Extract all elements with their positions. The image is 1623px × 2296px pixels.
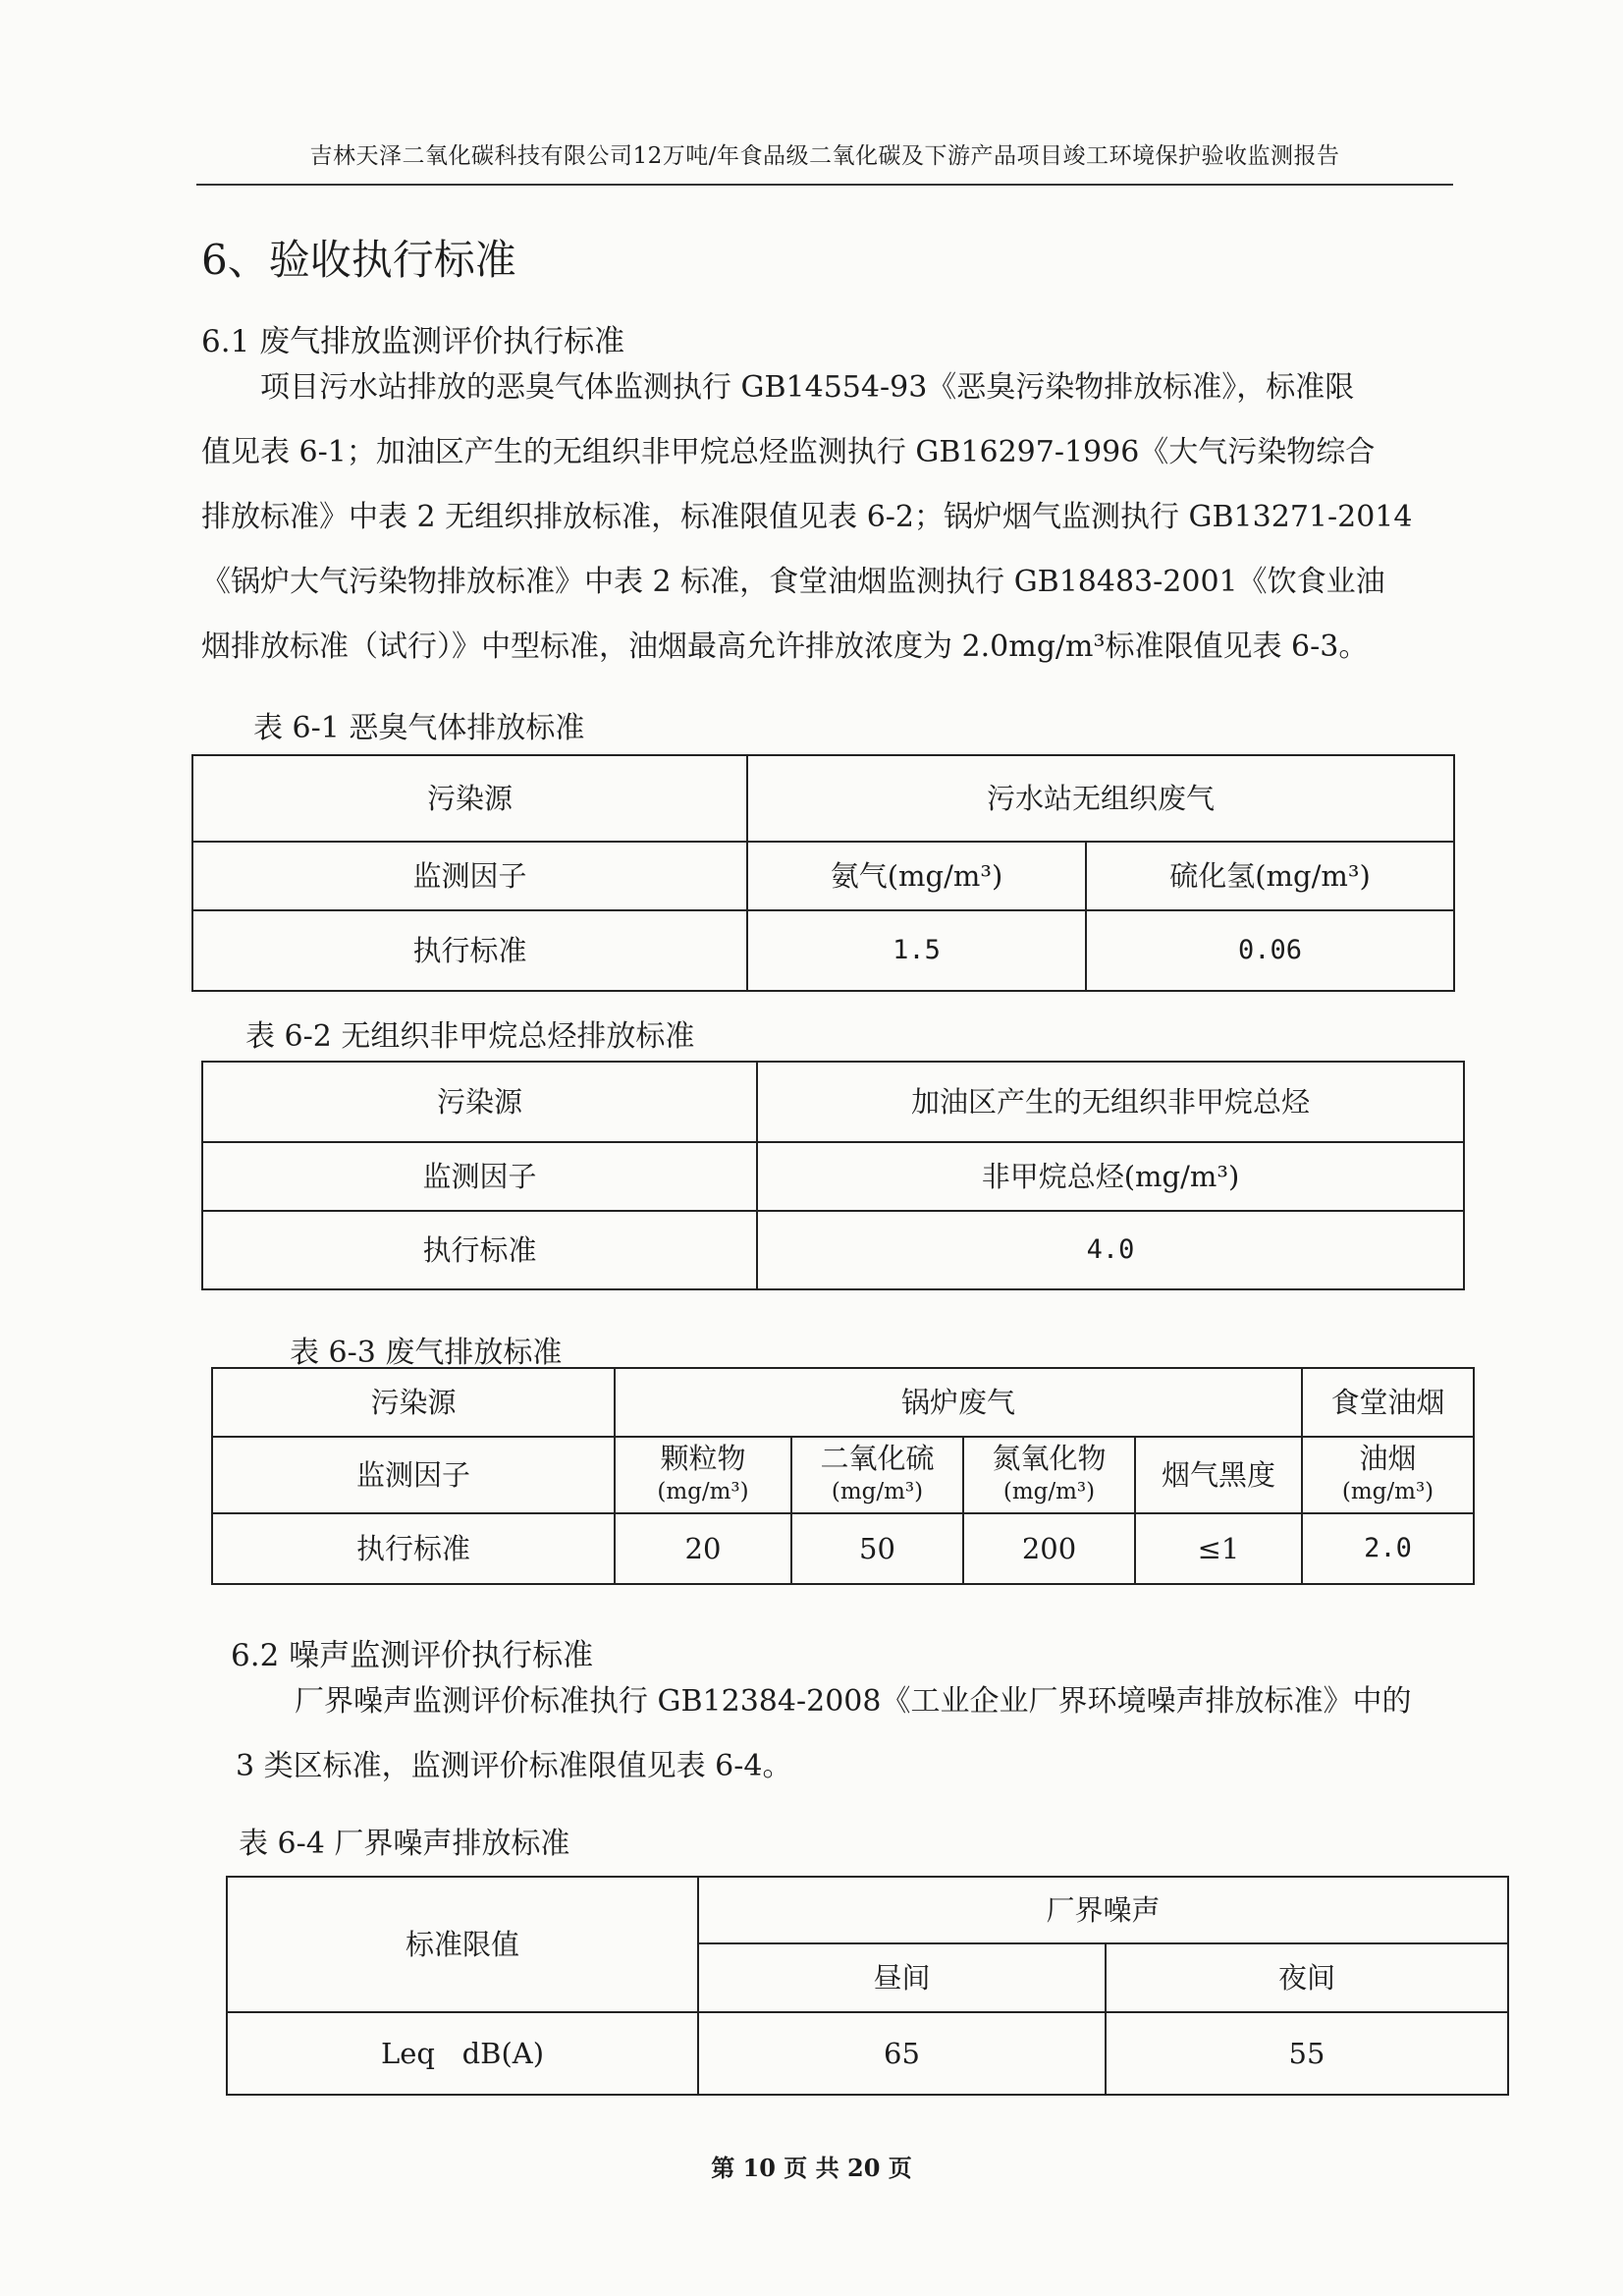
table-cell: 非甲烷总烃(mg/m³) [757,1142,1464,1211]
table-6-2 [201,1061,1465,1290]
subsection-6-1-paragraph [201,355,1463,680]
table-cell: ≤1 [1135,1513,1302,1584]
factor-name: 二氧化硫 [820,1442,935,1475]
subsection-6-1-title: 6.1 废气排放监测评价执行标准 [201,324,625,359]
table-row [192,755,1454,842]
table-row [192,842,1454,910]
table-cell: 执行标准 [192,910,747,991]
table-6-1 [191,754,1455,992]
paragraph-line: 3 类区标准，监测评价标准限值见表 6-4。 [236,1749,792,1783]
paragraph-line: 厂界噪声监测评价标准执行 GB12384-2008《工业企业厂界环境噪声排放标准》中的 [295,1684,1412,1719]
paragraph-line: 排放标准》中表 2 无组织排放标准，标准限值见表 6-2；锅炉烟气监测执行 GB13271-2014 [201,500,1413,534]
section-title: 6、验收执行标准 [201,236,516,284]
table-6-3-caption: 表 6-3 废气排放标准 [290,1336,563,1370]
table-cell: 污染源 [202,1062,757,1142]
table-cell [615,1437,791,1513]
table-cell: 氨气(mg/m³) [747,842,1086,910]
factor-unit: (mg/m³) [1002,1479,1096,1504]
table-row [227,2012,1508,2095]
table-cell: 2.0 [1302,1513,1474,1584]
paragraph-line: 《锅炉大气污染物排放标准》中表 2 标准，食堂油烟监测执行 GB18483-2001《饮食业油 [201,565,1385,599]
factor-name: 颗粒物 [660,1442,746,1475]
table-row [212,1513,1474,1584]
factor-unit: (mg/m³) [831,1479,924,1504]
table-cell [791,1437,963,1513]
table-cell: 夜间 [1106,1943,1508,2012]
table-cell: 厂界噪声 [698,1877,1508,1943]
table-cell: 食堂油烟 [1302,1368,1474,1437]
table-6-2-caption: 表 6-2 无组织非甲烷总烃排放标准 [245,1019,695,1054]
table-cell: 20 [615,1513,791,1584]
table-row [192,910,1454,991]
table-cell: 污染源 [192,755,747,842]
report-header: 吉林天泽二氧化碳科技有限公司12万吨/年食品级二氧化碳及下游产品项目竣工环境保护验收监测报告 [196,137,1453,186]
paragraph-line: 值见表 6-1；加油区产生的无组织非甲烷总烃监测执行 GB16297-1996《大气污染物综合 [201,435,1376,469]
table-cell: 4.0 [757,1211,1464,1289]
table-cell [963,1437,1135,1513]
table-6-3 [211,1367,1475,1585]
paragraph-line: 烟排放标准（试行）》中型标准，油烟最高允许排放浓度为 2.0mg/m³标准限值见表 6-3。 [201,629,1369,664]
subsection-6-2-title: 6.2 噪声监测评价执行标准 [231,1638,594,1673]
table-cell: 污染源 [212,1368,615,1437]
paragraph-line: 项目污水站排放的恶臭气体监测执行 GB14554-93《恶臭污染物排放标准》，标准限 [260,370,1355,405]
table-row [212,1368,1474,1437]
factor-unit: (mg/m³) [657,1479,749,1504]
table-cell: 加油区产生的无组织非甲烷总烃 [757,1062,1464,1142]
table-row [227,1877,1508,1943]
table-cell: 监测因子 [202,1142,757,1211]
table-cell: 0.06 [1086,910,1454,991]
table-row [212,1437,1474,1513]
table-cell: 标准限值 [227,1877,698,2012]
table-row [202,1211,1464,1289]
table-cell: 污水站无组织废气 [747,755,1454,842]
table-cell: 50 [791,1513,963,1584]
table-cell: 锅炉废气 [615,1368,1302,1437]
table-cell [1302,1437,1474,1513]
table-cell: 1.5 [747,910,1086,991]
table-cell: 55 [1106,2012,1508,2095]
factor-unit: (mg/m³) [1341,1479,1434,1504]
factor-name: 氮氧化物 [992,1442,1107,1475]
subsection-6-2-paragraph [236,1669,1483,1799]
table-6-4-caption: 表 6-4 厂界噪声排放标准 [239,1827,570,1861]
page-number: 第 10 页 共 20 页 [711,2154,912,2182]
table-row [202,1062,1464,1142]
factor-name: 油烟 [1359,1442,1417,1475]
table-row [202,1142,1464,1211]
table-cell: 执行标准 [202,1211,757,1289]
table-cell: 执行标准 [212,1513,615,1584]
table-6-1-caption: 表 6-1 恶臭气体排放标准 [253,711,585,745]
table-cell: 烟气黑度 [1135,1437,1302,1513]
table-cell: 硫化氢(mg/m³) [1086,842,1454,910]
table-cell: 监测因子 [212,1437,615,1513]
table-cell: 监测因子 [192,842,747,910]
table-cell: 200 [963,1513,1135,1584]
table-6-4 [226,1876,1509,2096]
table-cell: Leq dB(A) [227,2012,698,2095]
table-cell: 昼间 [698,1943,1106,2012]
table-cell: 65 [698,2012,1106,2095]
